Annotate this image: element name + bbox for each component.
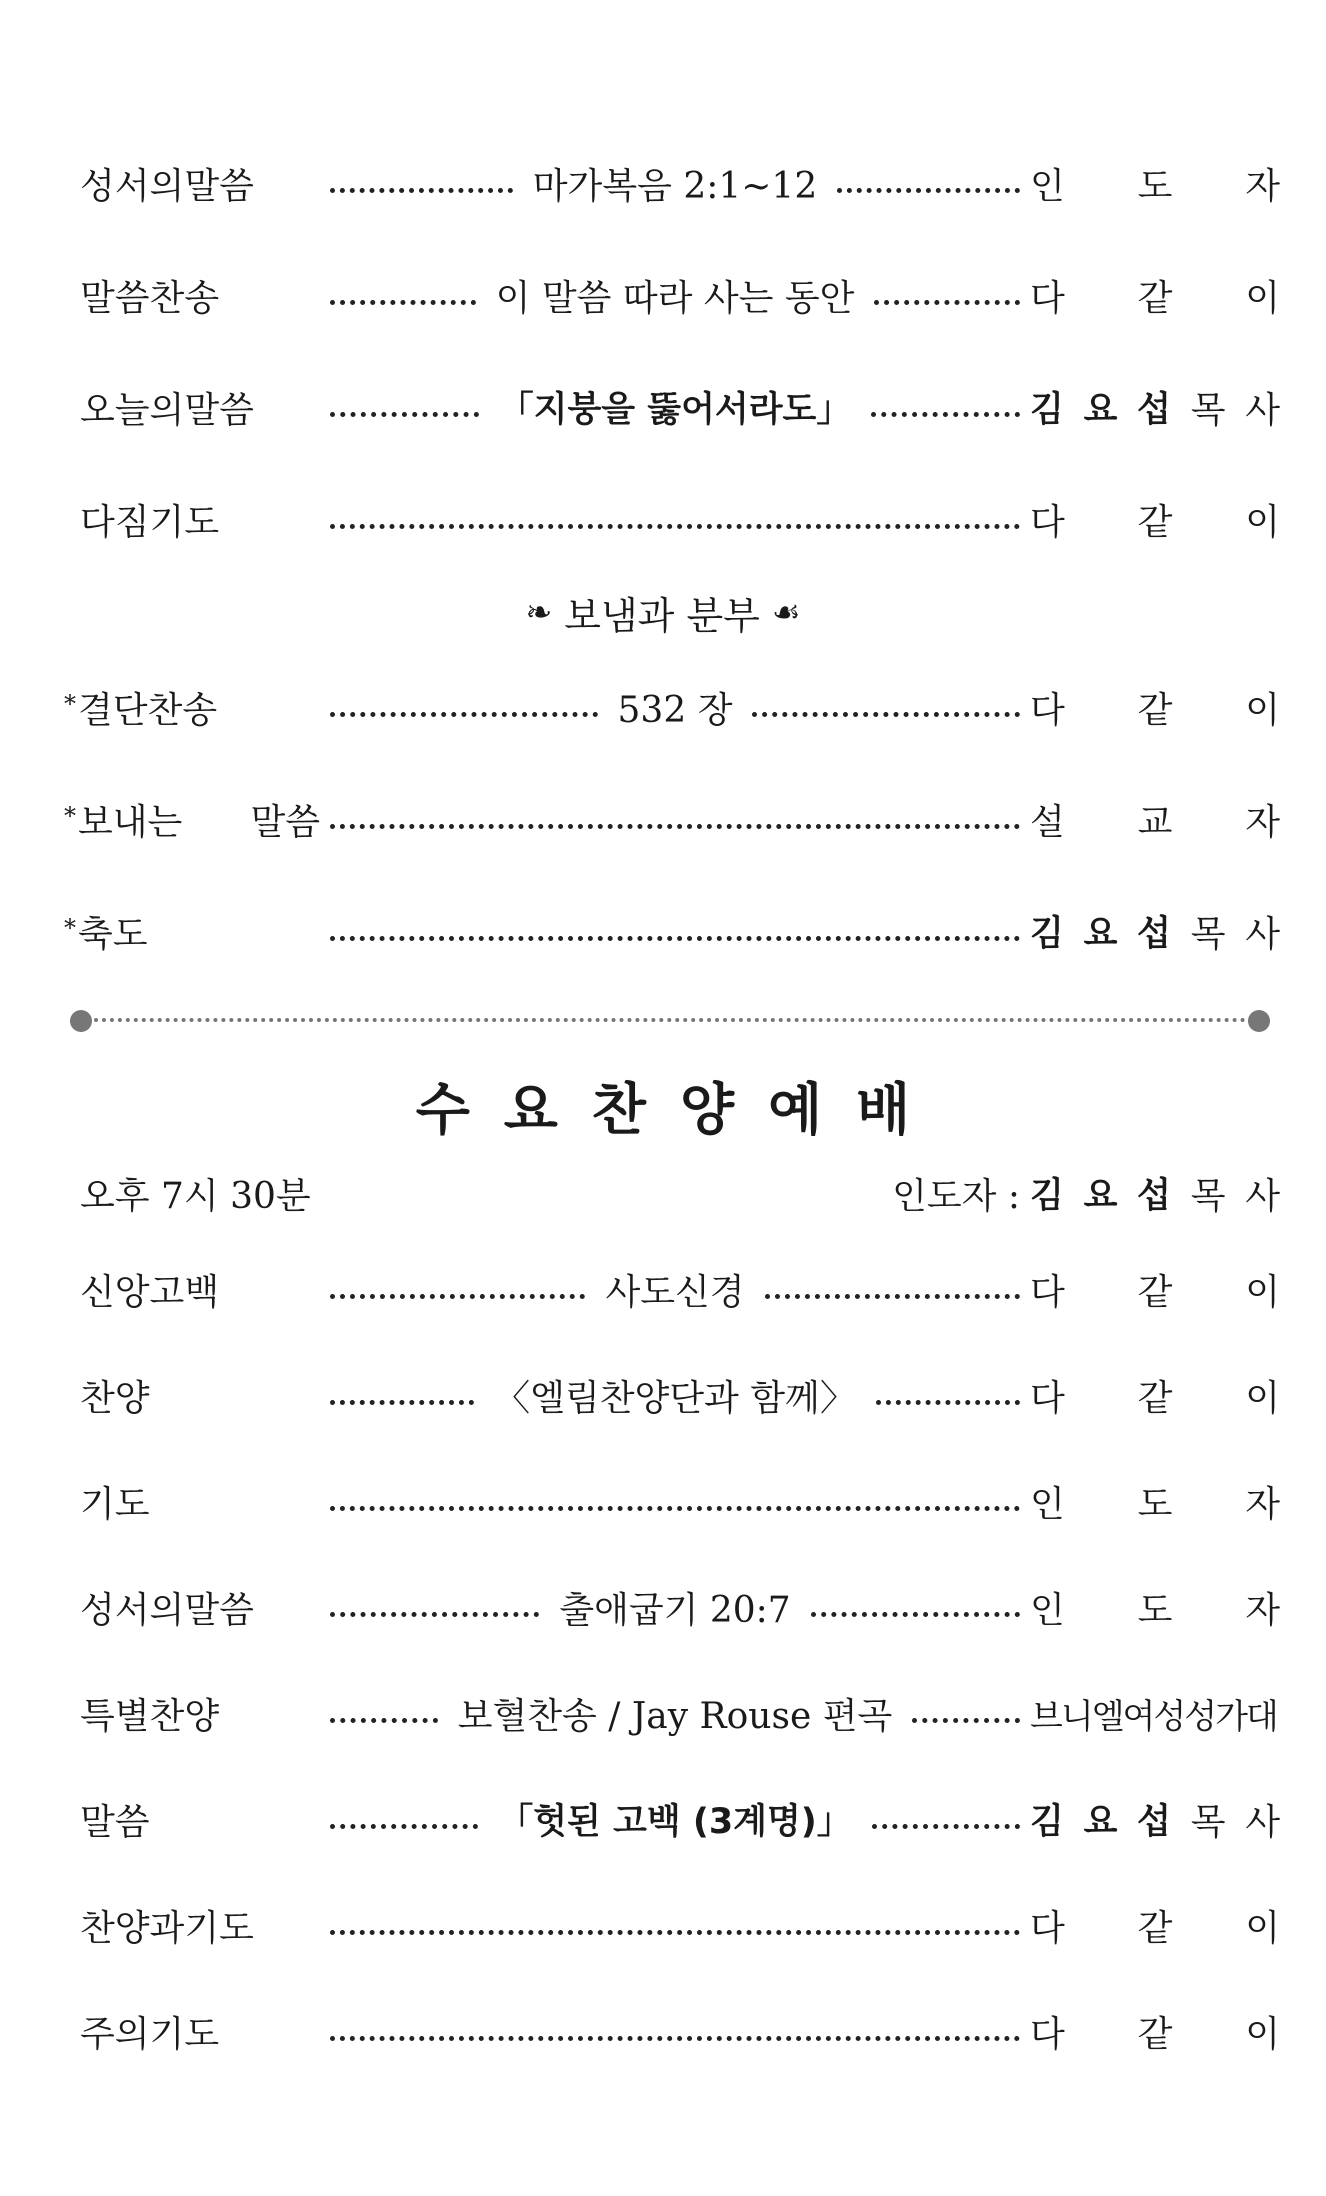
officiant-char: 다 (1030, 277, 1065, 319)
officiant-char: 도 (1137, 1483, 1173, 1525)
leader-dots (330, 1506, 1020, 1511)
leader-dots (874, 300, 1020, 305)
row-middle (320, 1688, 1030, 1739)
sermon-title: 「지붕을 뚫어서라도」 (498, 390, 852, 430)
officiant-char: 자 (1245, 1483, 1280, 1525)
row-middle (320, 922, 1030, 941)
row-content: 이 말씀 따라 사는 동안 (495, 277, 855, 319)
leader-dots (330, 188, 513, 193)
row-label-text: 말씀찬송 (80, 277, 220, 319)
row-label-text: 성서의말씀 (80, 1589, 254, 1631)
order-row (64, 896, 1280, 966)
row-label-text: 찬양 (80, 1377, 150, 1419)
row-middle (320, 382, 1030, 432)
leader-dots (876, 1400, 1020, 1405)
divider-line (94, 1018, 1246, 1022)
officiant-char: 목 (1190, 913, 1226, 955)
row-label-text: 찬양과기도 (80, 1907, 254, 1949)
officiant-char: 자 (1245, 801, 1280, 843)
row-label (80, 1264, 320, 1315)
row-label (80, 1370, 320, 1421)
row-label (64, 682, 320, 733)
officiant-char: 같 (1137, 501, 1173, 543)
officiant-char: 인 (1030, 1483, 1065, 1525)
leader-dots (811, 1612, 1020, 1617)
officiant-char: 김 (1030, 1176, 1064, 1216)
officiant-char: 김 (1030, 1802, 1064, 1842)
row-label-text: 다짐기도 (80, 501, 220, 543)
section-divider (70, 1010, 1270, 1032)
leader-dots (330, 1718, 438, 1723)
officiant-char: 섭 (1137, 1802, 1171, 1842)
officiant-char: 이 (1245, 1907, 1280, 1949)
row-content: 사도신경 (605, 1271, 745, 1313)
row-officiant (1030, 382, 1280, 433)
row-officiant (1030, 1264, 1280, 1315)
leader-dots (330, 1930, 1020, 1935)
officiant-char: 이 (1245, 1271, 1280, 1313)
officiant-char: 사 (1245, 1801, 1280, 1843)
row-middle (320, 1582, 1030, 1633)
row-label (80, 1582, 320, 1633)
officiant-char: 요 (1083, 390, 1118, 430)
row-middle (320, 1916, 1030, 1935)
leader-dots (330, 936, 1020, 941)
officiant-char: 이 (1245, 501, 1280, 543)
row-middle (320, 270, 1030, 321)
standing-mark: * (64, 801, 76, 830)
row-label-text: 성서의말씀 (80, 165, 254, 207)
row-middle (320, 1492, 1030, 1511)
row-label-text: 오늘의말씀 (80, 389, 254, 431)
leader-name (1030, 1168, 1280, 1219)
standing-mark: * (64, 913, 76, 942)
order-row (80, 1466, 1280, 1536)
row-officiant (1030, 906, 1280, 957)
officiant-char: 다 (1030, 1271, 1065, 1313)
officiant-char: 인 (1030, 1589, 1065, 1631)
officiant-char: 다 (1030, 689, 1065, 731)
row-label (80, 158, 320, 209)
leader-dots (330, 2036, 1020, 2041)
order-row (64, 672, 1280, 742)
officiant-char: 이 (1245, 1377, 1280, 1419)
officiant-char: 같 (1137, 689, 1173, 731)
officiant-char: 다 (1030, 501, 1065, 543)
row-middle (320, 1264, 1030, 1315)
officiant-char: 도 (1137, 165, 1173, 207)
officiant-char: 사 (1245, 1175, 1280, 1217)
row-middle (320, 810, 1030, 829)
row-label (80, 2006, 320, 2057)
row-label (64, 906, 320, 957)
row-label (80, 1794, 320, 1845)
officiant-char: 요 (1083, 914, 1118, 954)
officiant-char: 자 (1245, 165, 1280, 207)
officiant-char: 요 (1083, 1176, 1118, 1216)
row-content: 출애굽기 20:7 (559, 1589, 791, 1631)
row-middle (320, 1370, 1030, 1421)
officiant-char: 같 (1137, 2013, 1173, 2055)
officiant-char: 요 (1083, 1802, 1118, 1842)
row-label (80, 1476, 320, 1527)
row-content: 보혈찬송 / Jay Rouse 편곡 (457, 1695, 893, 1737)
officiant-char: 같 (1137, 1907, 1173, 1949)
row-middle (320, 510, 1030, 529)
leader-dots (330, 300, 476, 305)
service-title: 수요찬양예배 (415, 1078, 945, 1143)
leader-dots (752, 712, 1020, 717)
choir-name: 브니엘여성성가대 (1030, 1696, 1277, 1737)
row-officiant (1030, 494, 1280, 545)
row-officiant (1030, 1900, 1280, 1951)
leader-dots (837, 188, 1020, 193)
order-row (80, 1890, 1280, 1960)
order-row (64, 784, 1280, 854)
row-middle (320, 158, 1030, 209)
order-row (80, 260, 1280, 330)
officiant-char: 같 (1137, 1271, 1173, 1313)
leader-dots (330, 1294, 585, 1299)
officiant-char: 이 (1245, 689, 1280, 731)
row-label-text: 신앙고백 (80, 1271, 220, 1313)
row-officiant (1030, 794, 1280, 845)
sermon-title: 「헛된 고백 (3계명)」 (498, 1802, 852, 1842)
leader-dots (912, 1718, 1020, 1723)
order-row (80, 372, 1280, 442)
officiant-char: 이 (1245, 277, 1280, 319)
officiant-char: 다 (1030, 1377, 1065, 1419)
leader-dots (765, 1294, 1020, 1299)
officiant-char: 사 (1245, 913, 1280, 955)
order-row (80, 1996, 1280, 2066)
section-heading (0, 582, 1326, 642)
officiant-char: 다 (1030, 1907, 1065, 1949)
row-label (80, 1900, 320, 1951)
officiant-char: 도 (1137, 1589, 1173, 1631)
divider-end-dot (70, 1010, 92, 1032)
officiant-char: 설 (1030, 801, 1065, 843)
row-officiant (1030, 1689, 1280, 1738)
row-officiant (1030, 2006, 1280, 2057)
leader-dots (330, 1824, 478, 1829)
ornament-left-icon: ❧ (525, 593, 553, 631)
row-officiant (1030, 1476, 1280, 1527)
row-officiant (1030, 1370, 1280, 1421)
order-row (80, 1254, 1280, 1324)
order-row (80, 1572, 1280, 1642)
row-label-text: 축도 (78, 913, 148, 955)
row-content: 532 장 (617, 689, 733, 731)
row-label-text: 보내는 말씀 (78, 801, 320, 843)
row-middle (320, 682, 1030, 733)
officiant-char: 목 (1190, 1801, 1226, 1843)
row-officiant (1030, 1582, 1280, 1633)
officiant-char: 김 (1030, 914, 1064, 954)
row-middle (320, 1794, 1030, 1844)
row-label-text: 특별찬양 (80, 1695, 220, 1737)
row-label (80, 494, 320, 545)
service-info (80, 1158, 1280, 1228)
order-row (80, 1784, 1280, 1854)
officiant-char: 자 (1245, 1589, 1280, 1631)
order-row (80, 484, 1280, 554)
row-label (64, 794, 320, 845)
leader-dots (872, 1824, 1020, 1829)
leader-dots (330, 824, 1020, 829)
leader-dots (330, 1612, 539, 1617)
officiant-char: 다 (1030, 2013, 1065, 2055)
row-officiant (1030, 270, 1280, 321)
officiant-char: 목 (1190, 1175, 1226, 1217)
leader-dots (330, 524, 1020, 529)
officiant-char: 사 (1245, 389, 1280, 431)
officiant-char: 교 (1137, 801, 1173, 843)
row-label (80, 270, 320, 321)
row-content: 마가복음 2:1~12 (532, 165, 818, 207)
officiant-char: 인 (1030, 165, 1065, 207)
row-label-text: 말씀 (80, 1801, 150, 1843)
officiant-char: 같 (1137, 277, 1173, 319)
ornament-right-icon: ☙ (771, 593, 801, 631)
standing-mark: * (64, 689, 76, 718)
row-label (80, 1688, 320, 1739)
leader-dots (330, 412, 479, 417)
order-row (80, 148, 1280, 218)
row-officiant (1030, 158, 1280, 209)
section-heading-text: 보냄과 분부 (564, 593, 760, 638)
row-label-text: 주의기도 (80, 2013, 220, 2055)
leader-dots (871, 412, 1020, 417)
officiant-char: 섭 (1137, 390, 1171, 430)
officiant-char: 김 (1030, 390, 1064, 430)
order-row (80, 1360, 1280, 1430)
officiant-char: 같 (1137, 1377, 1173, 1419)
row-middle (320, 2022, 1030, 2041)
service-leader (892, 1168, 1280, 1219)
row-content: 〈엘림찬양단과 함께〉 (494, 1377, 856, 1419)
row-label-text: 기도 (80, 1483, 150, 1525)
officiant-char: 이 (1245, 2013, 1280, 2055)
leader-dots (330, 1400, 474, 1405)
order-row (80, 1678, 1280, 1748)
leader-label: 인도자 : (892, 1175, 1020, 1217)
officiant-char: 섭 (1137, 1176, 1171, 1216)
service-time: 오후 7시 30분 (80, 1175, 311, 1217)
officiant-char: 섭 (1137, 914, 1171, 954)
row-officiant (1030, 682, 1280, 733)
officiant-char: 목 (1190, 389, 1226, 431)
divider-end-dot (1248, 1010, 1270, 1032)
row-label-text: 결단찬송 (78, 689, 218, 731)
leader-dots (330, 712, 598, 717)
row-officiant (1030, 1794, 1280, 1845)
row-label (80, 382, 320, 433)
